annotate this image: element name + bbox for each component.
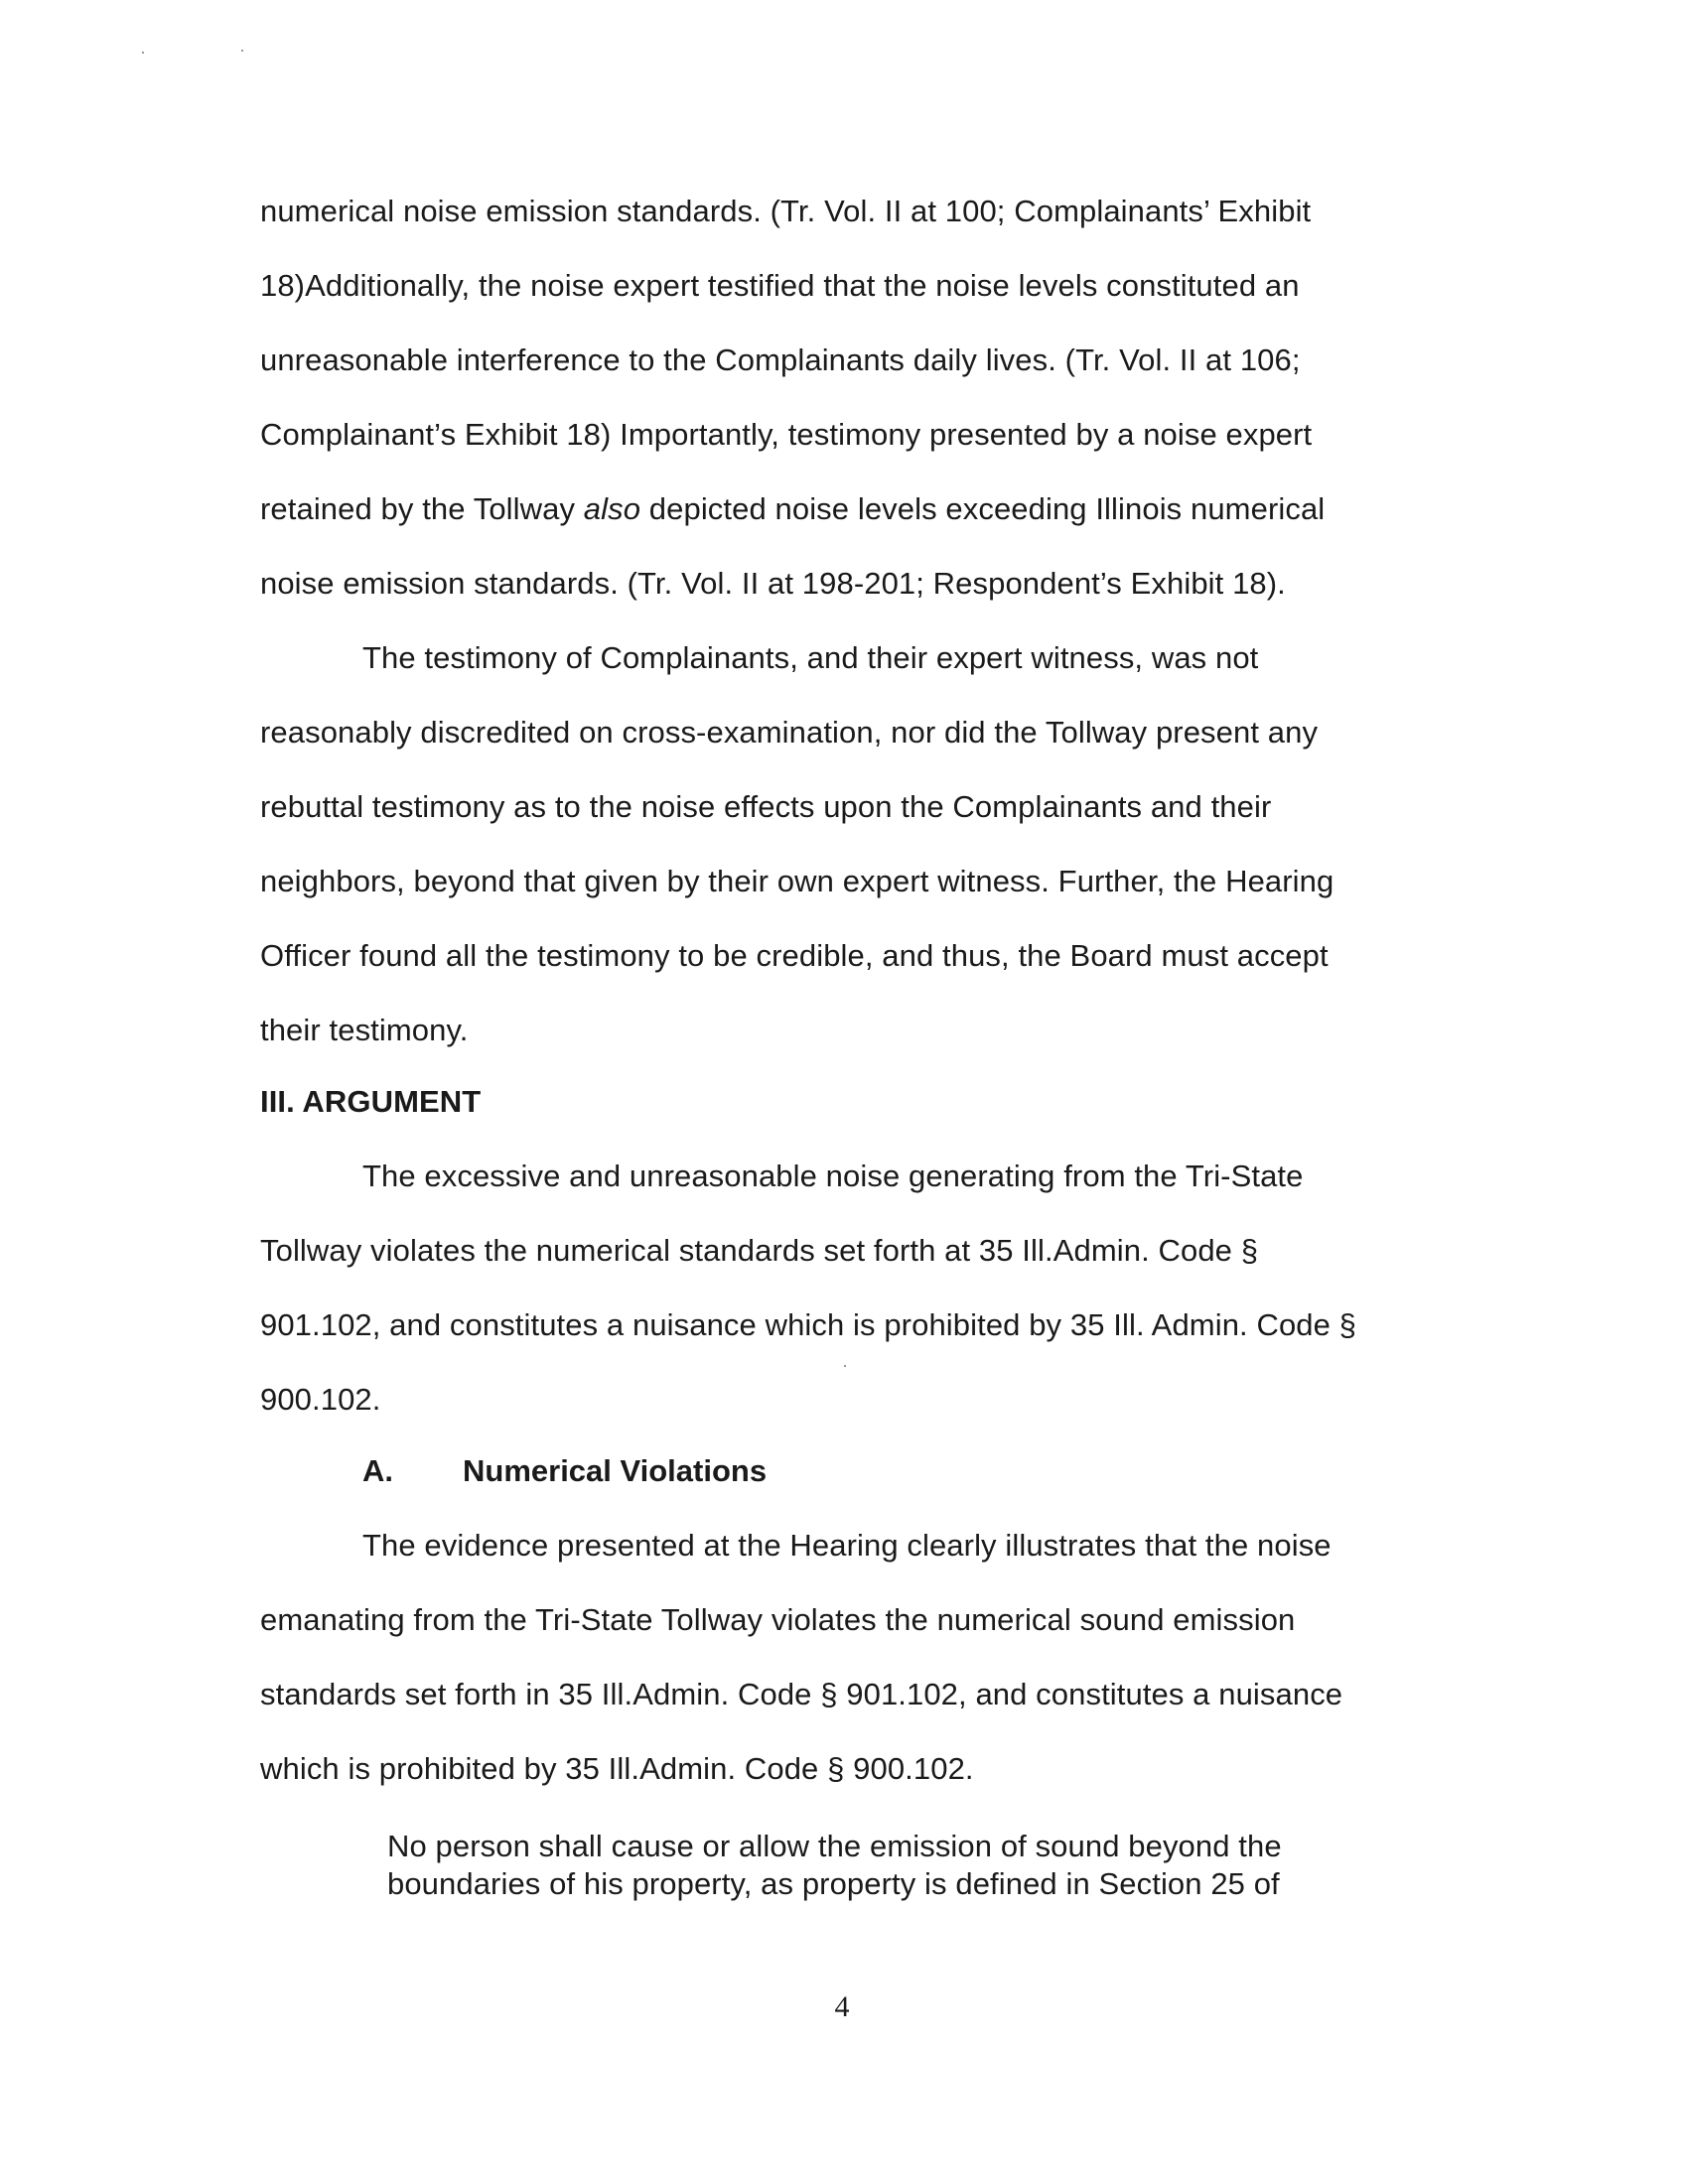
text-line: The excessive and unreasonable noise generating from the Tri-State	[362, 1159, 1304, 1193]
blockquote-line: boundaries of his property, as property is defined in Section 25 of	[387, 1866, 1280, 1901]
text-line: noise emission standards. (Tr. Vol. II at 198-201; Respondent’s Exhibit 18).	[260, 566, 1286, 601]
text-line: 901.102, and constitutes a nuisance which is prohibited by 35 Ill. Admin. Code §	[260, 1307, 1357, 1342]
subheading-title: Numerical Violations	[463, 1453, 768, 1488]
text-line: reasonably discredited on cross-examination, nor did the Tollway present any	[260, 715, 1319, 750]
text-line: 18)Additionally, the noise expert testified that the noise levels constituted an	[260, 268, 1300, 303]
text-line: Tollway violates the numerical standards set forth at 35 Ill.Admin. Code §	[260, 1233, 1259, 1268]
text-line: retained by the Tollway also depicted noise levels exceeding Illinois numerical	[260, 491, 1326, 526]
page-number: 4	[834, 1990, 850, 2023]
text-line: unreasonable interference to the Complainants daily lives. (Tr. Vol. II at 106;	[260, 342, 1301, 377]
scan-speck	[241, 50, 243, 52]
text-line: The testimony of Complainants, and their expert witness, was not	[362, 640, 1259, 675]
text-line: The evidence presented at the Hearing clearly illustrates that the noise	[362, 1528, 1332, 1563]
text-line: their testimony.	[260, 1013, 469, 1047]
blockquote-line: No person shall cause or allow the emission of sound beyond the	[387, 1829, 1282, 1863]
text-line: Complainant’s Exhibit 18) Importantly, testimony presented by a noise expert	[260, 417, 1313, 452]
text-line: which is prohibited by 35 Ill.Admin. Code § 900.102.	[260, 1751, 974, 1786]
text-line: Officer found all the testimony to be credible, and thus, the Board must accept	[260, 938, 1329, 973]
section-heading: III. ARGUMENT	[260, 1084, 482, 1119]
text-line: emanating from the Tri-State Tollway violates the numerical sound emission	[260, 1602, 1296, 1637]
subheading-label: A.	[362, 1453, 393, 1488]
text-line: standards set forth in 35 Ill.Admin. Code § 901.102, and constitutes a nuisance	[260, 1677, 1343, 1711]
text-line: rebuttal testimony as to the noise effects upon the Complainants and their	[260, 789, 1272, 824]
scan-speck	[142, 52, 144, 54]
text-line: 900.102.	[260, 1382, 381, 1417]
text-line: neighbors, beyond that given by their own expert witness. Further, the Hearing	[260, 864, 1334, 898]
text-line: numerical noise emission standards. (Tr. Vol. II at 100; Complainants’ Exhibit	[260, 194, 1312, 228]
scan-speck	[844, 1365, 846, 1367]
